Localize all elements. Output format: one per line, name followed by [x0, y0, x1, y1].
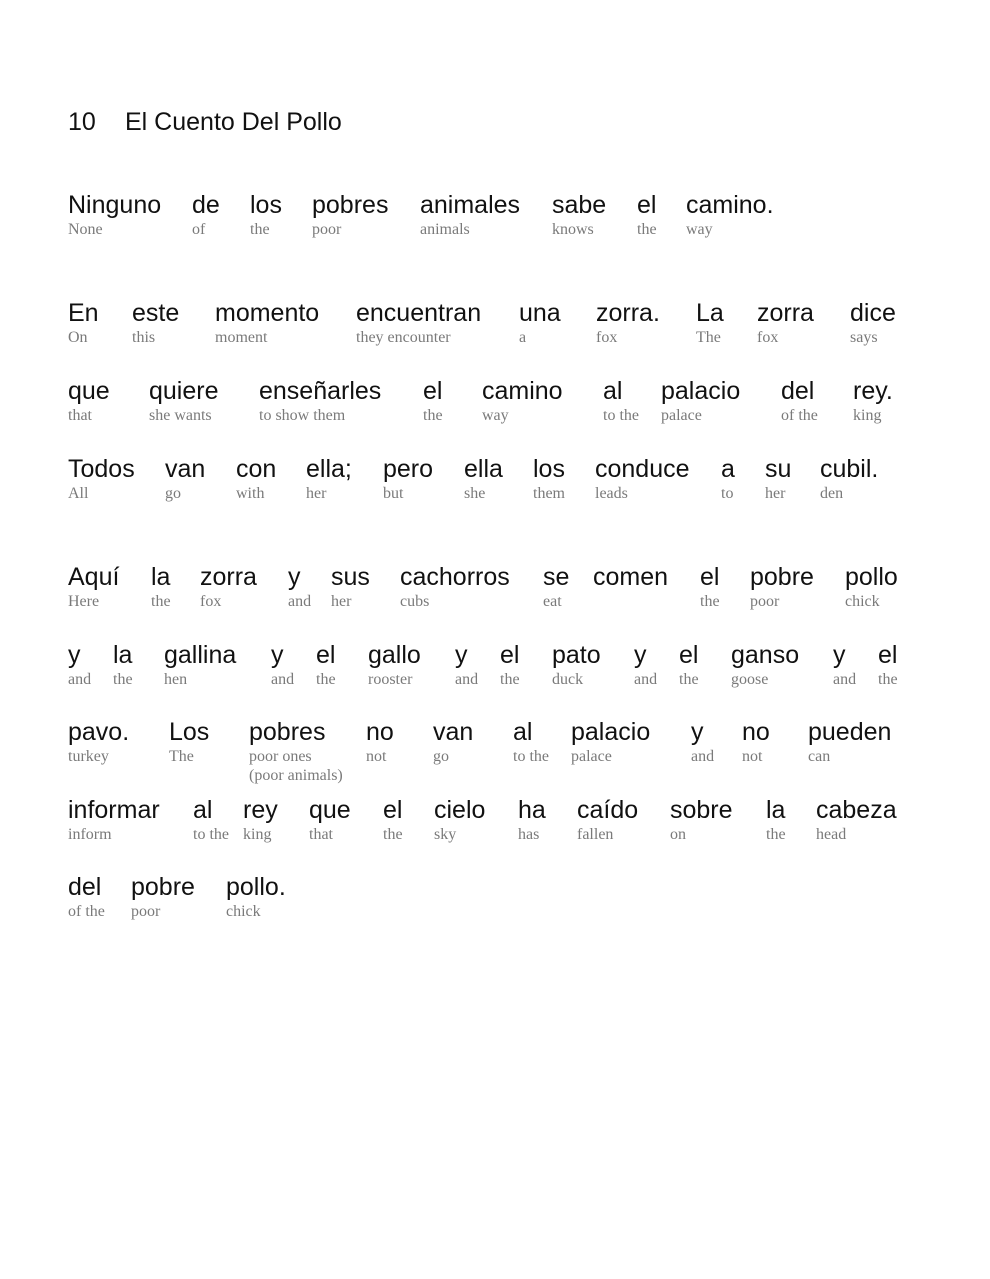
word-pair	[68, 376, 110, 425]
spanish-word: y	[833, 641, 846, 669]
word-pair	[250, 190, 282, 239]
english-gloss: and	[455, 671, 479, 688]
spanish-word: al	[513, 718, 533, 746]
spanish-word: una	[519, 299, 561, 327]
word-pair	[500, 640, 520, 689]
word-pair	[816, 795, 897, 844]
word-pair	[518, 795, 546, 844]
spanish-word: pobre	[131, 873, 195, 901]
english-gloss: the	[423, 407, 443, 424]
spanish-word: la	[766, 796, 786, 824]
spanish-word: el	[316, 641, 336, 669]
spanish-word: cubil.	[820, 455, 879, 483]
word-pair	[878, 640, 898, 689]
english-gloss: fox	[757, 329, 779, 346]
word-pair	[423, 376, 443, 425]
spanish-word: zorra	[200, 563, 257, 591]
english-gloss: cubs	[400, 593, 430, 610]
english-gloss: on	[670, 826, 686, 843]
english-gloss: and	[68, 671, 92, 688]
spanish-word: sobre	[670, 796, 733, 824]
word-pair	[850, 298, 896, 347]
word-pair	[271, 640, 294, 689]
word-pair	[236, 454, 276, 503]
english-gloss: and	[833, 671, 857, 688]
spanish-word: van	[433, 718, 474, 746]
english-gloss: and	[288, 593, 312, 610]
word-pair	[634, 640, 657, 689]
english-gloss: of the	[68, 903, 105, 920]
word-pair	[670, 795, 733, 844]
word-pair	[226, 872, 286, 921]
word-pair	[132, 298, 179, 347]
word-pair	[368, 640, 421, 689]
english-gloss: poor	[750, 593, 780, 610]
english-gloss: to	[721, 485, 734, 502]
spanish-word: momento	[215, 299, 320, 327]
word-pair	[433, 717, 473, 766]
word-pair	[661, 376, 740, 425]
spanish-word: palacio	[571, 718, 651, 746]
spanish-word: pobre	[750, 563, 814, 591]
spanish-word: zorra	[757, 299, 814, 327]
spanish-word: a	[721, 455, 735, 483]
spanish-word: se	[543, 563, 570, 591]
word-pair	[68, 454, 135, 503]
word-pair	[571, 717, 650, 766]
english-gloss: head	[816, 826, 847, 843]
word-pair	[151, 562, 171, 611]
spanish-word: rey.	[853, 377, 893, 405]
word-pair	[192, 190, 220, 239]
english-gloss: fox	[200, 593, 222, 610]
spanish-word: camino	[482, 377, 563, 405]
word-pair	[68, 872, 105, 921]
word-pair	[193, 795, 229, 844]
english-gloss: her	[765, 485, 786, 502]
spanish-word: pollo.	[226, 873, 286, 901]
spanish-word: quiere	[149, 377, 219, 405]
english-gloss: to the	[193, 826, 229, 843]
spanish-word: animales	[420, 191, 521, 219]
word-pair	[434, 795, 485, 844]
word-pair	[68, 562, 119, 611]
word-pair	[68, 717, 129, 766]
english-gloss: fallen	[577, 826, 614, 843]
spanish-word: Aquí	[68, 563, 120, 591]
spanish-word: Los	[169, 718, 210, 746]
word-pair	[356, 298, 481, 347]
english-gloss: with	[236, 485, 265, 502]
word-pair	[519, 298, 561, 347]
english-gloss: knows	[552, 221, 594, 238]
spanish-word: Todos	[68, 455, 135, 483]
word-pair	[312, 190, 388, 239]
spanish-word: zorra.	[596, 299, 660, 327]
spanish-word: del	[68, 873, 102, 901]
word-pair	[200, 562, 257, 611]
english-gloss: palace	[661, 407, 702, 424]
spanish-word: En	[68, 299, 99, 327]
word-pair	[533, 454, 565, 503]
word-pair	[400, 562, 510, 611]
english-gloss: but	[383, 485, 404, 502]
spanish-word: y	[271, 641, 284, 669]
spanish-word: el	[700, 563, 720, 591]
spanish-word: y	[455, 641, 468, 669]
english-gloss: duck	[552, 671, 584, 688]
english-gloss: way	[482, 407, 509, 424]
english-gloss: poor	[131, 903, 161, 920]
english-gloss: king	[853, 407, 882, 424]
spanish-word: y	[691, 718, 704, 746]
word-pair	[742, 717, 770, 766]
english-gloss-secondary: (poor animals)	[249, 767, 343, 784]
word-pair	[420, 190, 520, 239]
spanish-word: el	[679, 641, 699, 669]
spanish-word: pavo.	[68, 718, 130, 746]
spanish-word: el	[423, 377, 443, 405]
word-pair	[595, 454, 690, 503]
english-gloss: poor	[312, 221, 342, 238]
english-gloss: to the	[513, 748, 549, 765]
english-gloss: the	[250, 221, 270, 238]
spanish-word: del	[781, 377, 815, 405]
english-gloss: of	[192, 221, 206, 238]
english-gloss: the	[500, 671, 520, 688]
word-pair	[543, 562, 569, 611]
english-gloss: the	[700, 593, 720, 610]
english-gloss: them	[533, 485, 565, 502]
spanish-word: y	[634, 641, 647, 669]
english-gloss: animals	[420, 221, 470, 238]
english-gloss: poor ones	[249, 748, 312, 765]
spanish-word: cielo	[434, 796, 486, 824]
spanish-word: dice	[850, 299, 896, 327]
spanish-word: pueden	[808, 718, 892, 746]
spanish-word: ha	[518, 796, 546, 824]
spanish-word: ganso	[731, 641, 800, 669]
english-gloss: not	[366, 748, 387, 765]
word-pair	[765, 454, 791, 503]
english-gloss: The	[169, 748, 194, 765]
english-gloss: eat	[543, 593, 562, 610]
spanish-word: los	[533, 455, 565, 483]
spanish-word: el	[500, 641, 520, 669]
word-pair	[482, 376, 563, 425]
spanish-word: conduce	[595, 455, 690, 483]
english-gloss: she	[464, 485, 486, 502]
word-pair	[68, 298, 99, 347]
english-gloss: can	[808, 748, 831, 765]
spanish-word: de	[192, 191, 220, 219]
word-pair	[679, 640, 699, 689]
spanish-word: no	[366, 718, 394, 746]
word-pair	[808, 717, 891, 766]
english-gloss: the	[878, 671, 898, 688]
english-gloss: that	[68, 407, 92, 424]
spanish-word: Ninguno	[68, 191, 162, 219]
english-gloss: this	[132, 329, 156, 346]
word-pair	[552, 190, 606, 239]
english-gloss: the	[637, 221, 657, 238]
english-gloss: chick	[226, 903, 261, 920]
word-pair	[691, 717, 714, 766]
spanish-word: sabe	[552, 191, 607, 219]
spanish-word: la	[113, 641, 133, 669]
english-gloss: moment	[215, 329, 268, 346]
word-pair	[577, 795, 638, 844]
english-gloss: go	[433, 748, 449, 765]
english-gloss: they encounter	[356, 329, 451, 346]
word-pair	[113, 640, 133, 689]
english-gloss: her	[306, 485, 327, 502]
spanish-word: la	[151, 563, 171, 591]
word-pair	[309, 795, 351, 844]
word-pair	[853, 376, 893, 425]
spanish-word: al	[603, 377, 623, 405]
spanish-word: encuentran	[356, 299, 482, 327]
english-gloss: The	[696, 329, 721, 346]
spanish-word: que	[68, 377, 110, 405]
spanish-word: pobres	[312, 191, 389, 219]
english-gloss: None	[68, 221, 103, 238]
english-gloss: chick	[845, 593, 880, 610]
english-gloss: goose	[731, 671, 769, 688]
english-gloss: the	[151, 593, 171, 610]
word-pair	[833, 640, 856, 689]
word-pair	[249, 717, 343, 785]
spanish-word: pollo	[845, 563, 898, 591]
english-gloss: palace	[571, 748, 612, 765]
english-gloss: go	[165, 485, 181, 502]
word-pair	[455, 640, 478, 689]
spanish-word: sus	[331, 563, 370, 591]
english-gloss: sky	[434, 826, 457, 843]
english-gloss: not	[742, 748, 763, 765]
word-pair	[596, 298, 660, 347]
spanish-word: el	[878, 641, 898, 669]
word-pair	[68, 795, 160, 844]
english-gloss: to show them	[259, 407, 346, 424]
spanish-word: el	[637, 191, 657, 219]
english-gloss: she wants	[149, 407, 212, 424]
word-pair	[316, 640, 336, 689]
word-pair	[464, 454, 503, 503]
spanish-word: gallina	[164, 641, 237, 669]
spanish-word: no	[742, 718, 770, 746]
english-gloss: leads	[595, 485, 628, 502]
word-pair	[731, 640, 799, 689]
spanish-word: y	[288, 563, 301, 591]
word-pair	[288, 562, 311, 611]
english-gloss: king	[243, 826, 272, 843]
spanish-word: camino.	[686, 191, 774, 219]
english-gloss: All	[68, 485, 89, 502]
english-gloss: Here	[68, 593, 100, 610]
word-pair	[383, 454, 433, 503]
english-gloss: the	[679, 671, 699, 688]
word-pair	[513, 717, 549, 766]
spanish-word: y	[68, 641, 81, 669]
spanish-word: los	[250, 191, 282, 219]
word-pair	[686, 190, 774, 239]
english-gloss: says	[850, 329, 878, 346]
spanish-word: su	[765, 455, 792, 483]
word-pair	[331, 562, 370, 611]
word-pair	[366, 717, 394, 766]
english-gloss: inform	[68, 826, 112, 843]
english-gloss: to the	[603, 407, 639, 424]
word-pair	[552, 640, 601, 689]
word-pair	[383, 795, 403, 844]
english-gloss: has	[518, 826, 540, 843]
spanish-word: palacio	[661, 377, 741, 405]
english-gloss: hen	[164, 671, 188, 688]
word-pair	[603, 376, 639, 425]
word-pair	[700, 562, 720, 611]
spanish-word: informar	[68, 796, 160, 824]
english-gloss: the	[316, 671, 336, 688]
word-pair	[750, 562, 814, 611]
english-gloss: fox	[596, 329, 618, 346]
spanish-word: cachorros	[400, 563, 510, 591]
english-gloss: the	[383, 826, 403, 843]
spanish-word: enseñarles	[259, 377, 382, 405]
word-pair	[696, 298, 724, 347]
spanish-word: que	[309, 796, 351, 824]
word-pair	[68, 190, 161, 239]
spanish-word: rey	[243, 796, 278, 824]
word-pair	[68, 640, 91, 689]
english-gloss: and	[634, 671, 658, 688]
spanish-word: ella;	[306, 455, 352, 483]
word-pair	[845, 562, 898, 611]
page-header	[68, 108, 342, 137]
word-pair	[169, 717, 209, 766]
english-gloss: den	[820, 485, 844, 502]
english-gloss: On	[68, 329, 88, 346]
spanish-word: con	[236, 455, 277, 483]
spanish-word: La	[696, 299, 724, 327]
english-gloss: rooster	[368, 671, 413, 688]
spanish-word: pero	[383, 455, 434, 483]
word-pair	[781, 376, 818, 425]
english-gloss: the	[113, 671, 133, 688]
spanish-word: comen	[593, 563, 669, 591]
english-gloss: the	[766, 826, 786, 843]
spanish-word: ella	[464, 455, 503, 483]
spanish-word: al	[193, 796, 213, 824]
chapter-number: 10	[68, 108, 96, 136]
word-pair	[757, 298, 814, 347]
english-gloss: and	[271, 671, 295, 688]
spanish-word: gallo	[368, 641, 421, 669]
word-pair	[149, 376, 219, 425]
english-gloss: and	[691, 748, 715, 765]
english-gloss: a	[519, 329, 527, 346]
word-pair	[721, 454, 735, 503]
chapter-title: El Cuento Del Pollo	[125, 108, 342, 136]
word-pair	[637, 190, 657, 239]
english-gloss: way	[686, 221, 713, 238]
spanish-word: van	[165, 455, 206, 483]
spanish-word: caído	[577, 796, 639, 824]
word-pair	[259, 376, 381, 425]
english-gloss: turkey	[68, 748, 109, 765]
english-gloss: of the	[781, 407, 818, 424]
word-pair	[820, 454, 878, 503]
spanish-word: este	[132, 299, 180, 327]
spanish-word: cabeza	[816, 796, 897, 824]
english-gloss: that	[309, 826, 333, 843]
english-gloss: her	[331, 593, 352, 610]
word-pair	[243, 795, 278, 844]
spanish-word: pobres	[249, 718, 326, 746]
spanish-word: el	[383, 796, 403, 824]
word-pair	[164, 640, 236, 689]
word-pair	[215, 298, 319, 347]
word-pair	[306, 454, 352, 503]
word-pair	[165, 454, 205, 503]
word-pair	[131, 872, 195, 921]
word-pair	[593, 562, 668, 592]
spanish-word: pato	[552, 641, 601, 669]
word-pair	[766, 795, 786, 844]
